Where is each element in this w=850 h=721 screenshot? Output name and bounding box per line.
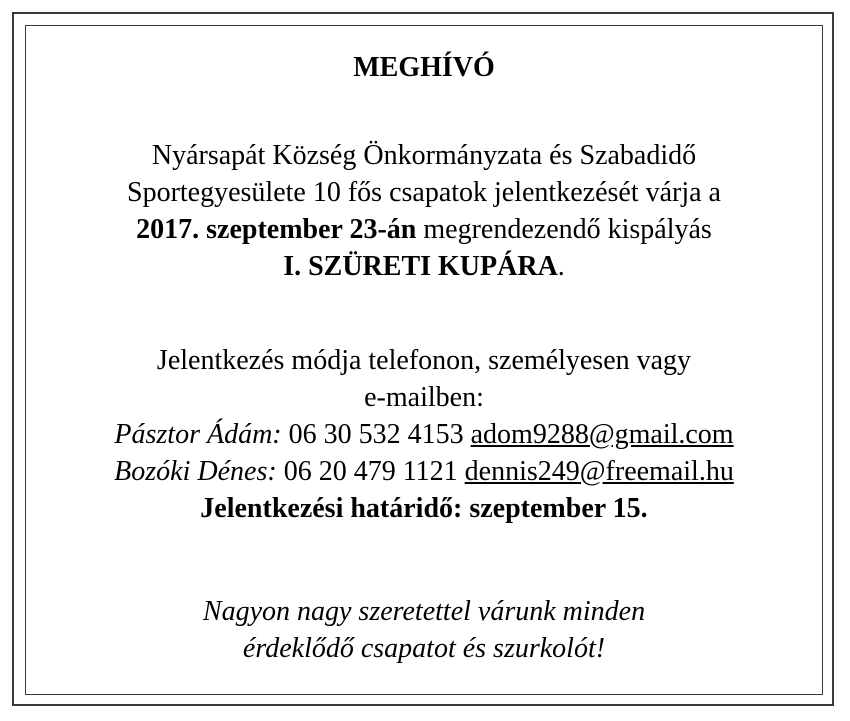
contact-email-link[interactable]: dennis249@freemail.hu <box>464 456 734 487</box>
intro-line-3 <box>27 211 821 248</box>
contact-phone: 06 20 479 1121 <box>276 456 465 487</box>
registration-paragraph <box>27 342 821 527</box>
intro-line-1: Nyársapát Község Önkormányzata és Szabadidő <box>151 140 697 171</box>
registration-line-2: e-mailben: <box>364 382 484 413</box>
closing-line-1: Nagyon nagy szeretettel várunk minden <box>202 596 646 627</box>
contact-email-link[interactable]: adom9288@gmail.com <box>470 419 734 450</box>
cup-name: I. SZÜRETI KUPÁRA <box>283 251 558 282</box>
intro-paragraph <box>27 137 821 285</box>
contact-row <box>27 416 821 453</box>
closing-paragraph <box>27 593 821 667</box>
event-date: 2017. szeptember 23-án <box>136 214 417 245</box>
contact-row <box>27 453 821 490</box>
contact-phone: 06 30 532 4153 <box>281 419 471 450</box>
closing-line-2: érdeklődő csapatot és szurkolót! <box>242 633 606 664</box>
registration-line-1: Jelentkezés módja telefonon, személyesen vagy <box>156 345 692 376</box>
intro-line-2: Sportegyesülete 10 fős csapatok jelentkezését várja a <box>127 177 721 208</box>
cup-suffix: . <box>557 251 565 282</box>
invitation-title: MEGHÍVÓ <box>353 52 495 83</box>
intro-line-3-rest: megrendezendő kispályás <box>416 214 712 245</box>
intro-line-4 <box>27 248 821 285</box>
contact-name: Bozóki Dénes: <box>114 456 277 487</box>
registration-deadline: Jelentkezési határidő: szeptember 15. <box>200 493 648 524</box>
contact-name: Pásztor Ádám: <box>114 419 282 450</box>
